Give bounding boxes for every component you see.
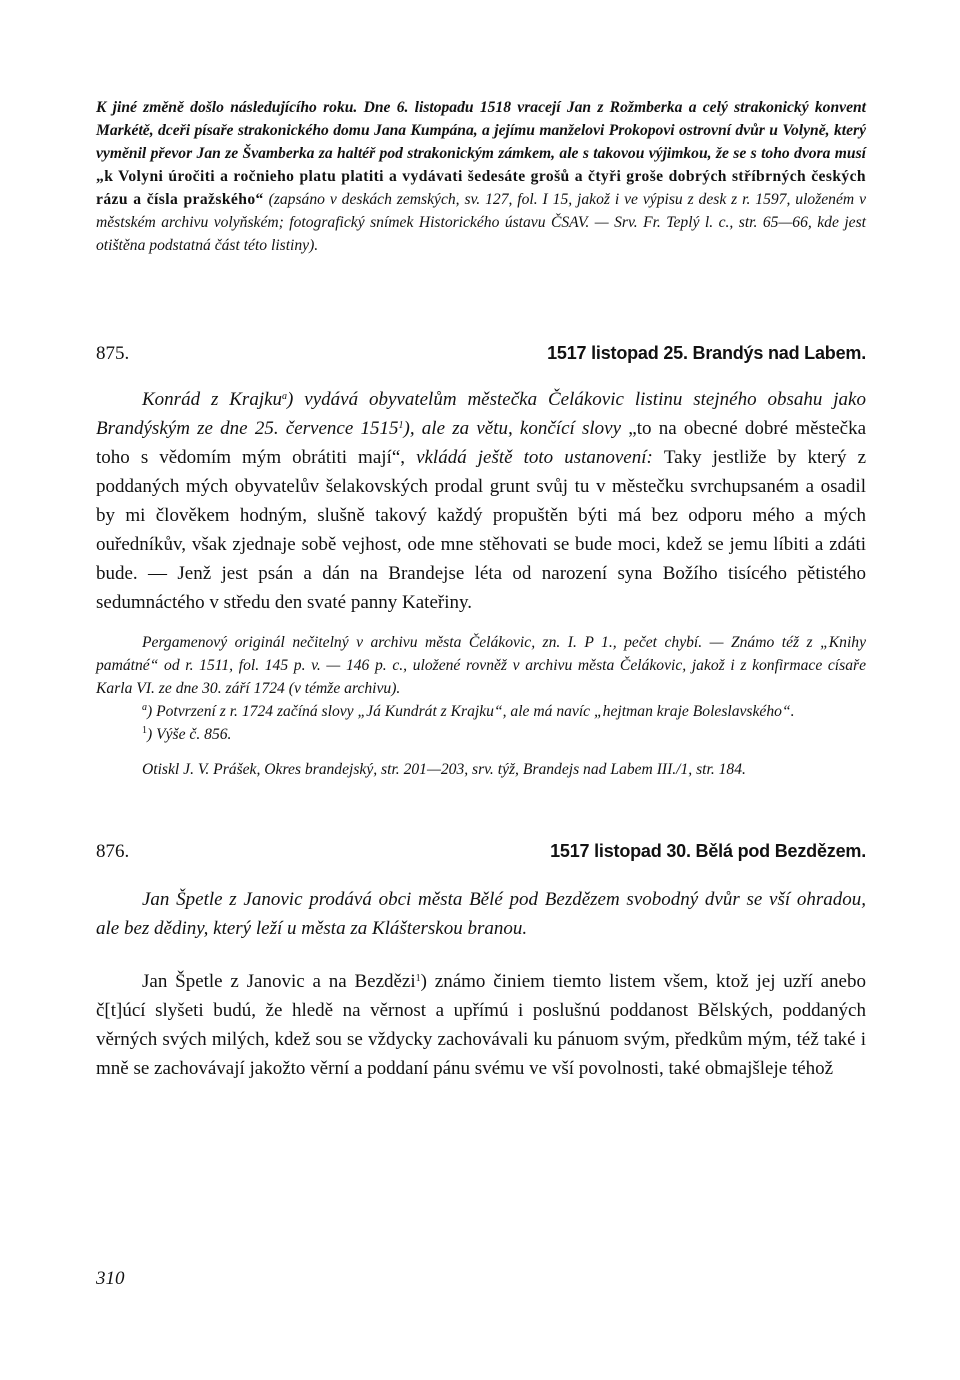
entry-875-header [96, 343, 866, 365]
entry-876-date-place: 1517 listopad 30. Bělá pod Bezdězem. [550, 841, 866, 861]
entry-875-date-place: 1517 listopad 25. Brandýs nad Labem. [547, 343, 866, 363]
footnote-1-text: ) Výše č. 856. [147, 726, 232, 743]
intro-paragraph [96, 96, 866, 257]
body-part: ) známo činiem tiemto listem všem, ktož jej uzří anebo č[t]úcí slyšeti budú, že hledě na věrnost a upřímú i poslušnú poddanost Bělských, poddaných věrných svých milých, kdež sou se vždycky zachovávali ku pánuom svým, předkům mým, též také i mně se zachovávají jakožto věrní a poddaní pánu svému ve vší povolnosti, také obmajšleje téhož [96, 971, 866, 1079]
archival-note: Pergamenový originál nečitelný v archivu města Čelákovic, zn. I. P 1., pečet chybí. — Známo též z „Knihy památné“ od r. 1511, fol. 145 p. v. — 146 p. c., uložené rovněž v archivu města Čelákovic, jakož i z konfirmace císaře Karla VI. ze dne 30. září 1724 (v témže archivu). [96, 634, 866, 697]
entry-875-body: Taky jestliže by který z poddaných mých obyvatelův šelakovských prodal grunt svůj tu v městečku svrchupsaném a osadil by mi člověkem hodným, slušně takový každý propuštěn býti má bez odporu mého a mých ouředníkův, však zjednaje sobě vejhost, ode mne stěhovati se bude moci, kdež se jemu líbiti a zdáti bude. — Jenž jest psán a dán na Brandejse léta od narození syna Božího tisícého pětistého sedumnáctého v středu den svaté panny Kateřiny. [96, 447, 867, 613]
entry-875-notes [96, 631, 866, 781]
entry-875-summary [96, 385, 866, 617]
intro-quote: „k Volyni úročiti a ročnieho platu platiti a vydávati šedesáte grošů a čtyři groše dobrých stříbrných českých rázu a čísla pražského“ [96, 168, 866, 208]
entry-876-body [96, 967, 866, 1083]
summary-part: ), ale za větu, končící slovy [403, 418, 622, 439]
entry-876-header [96, 841, 866, 863]
entry-876-summary: Jan Špetle z Janovic prodává obci města Bělé pod Bezdězem svobodný dvůr se vší ohradou, ale bez dědiny, který leží u města za Klášterskou branou. [96, 889, 866, 939]
intro-text: K jiné změně došlo následujícího roku. Dne 6. listopadu 1518 vracejí Jan z Rožmberka a celý strakonický konvent Markétě, dceři písaře strakonického domu Jana Kumpána, a jejímu manželovi Prokopovi ostrovní dvůr u Volyně, který vyměnil převor Jan ze Švamberka za haltéř pod strakonickým zámkem, ale s takovou výjimkou, že se s toho dvora musí [96, 99, 866, 162]
footnote-mark: a [142, 702, 147, 713]
summary-part: ) vydává obyvatelům městečka Čelákovic listinu stejného obsahu jako Brandýským ze dne 25. července 1515 [96, 389, 866, 439]
summary-part: vkládá ještě toto ustanovení: [416, 447, 653, 468]
footnote-a [96, 700, 866, 723]
body-part: Jan Špetle z Janovic a na Bezdězi [142, 971, 416, 992]
page-number: 310 [96, 1268, 125, 1289]
footnote-mark: 1 [398, 420, 404, 431]
summary-part: Konrád z Krajku [142, 389, 283, 410]
page-body [96, 96, 866, 1083]
footnote-mark: a [282, 391, 288, 402]
entry-875-number: 875. [96, 343, 130, 364]
footnote-a-text: ) Potvrzení z r. 1724 začíná slovy „Já Kundrát z Krajku“, ale má navíc „hejtman kraje Boleslavského“. [147, 703, 795, 720]
footnote-mark: 1 [142, 725, 147, 736]
intro-tail: (zapsáno v deskách zemských, sv. 127, fol. I 15, jakož i ve výpisu z desk z r. 1597, uloženém v městském archivu volyňském; fotografický snímek Historického ústavu ČSAV. — Srv. Fr. Teplý l. c., str. 65—66, kde jest otištěna podstatná část této listiny). [96, 191, 866, 254]
print-reference: Otiskl J. V. Prášek, Okres brandejský, str. 201—203, srv. týž, Brandejs nad Labem III./1, str. 184. [142, 761, 746, 778]
entry-876-number: 876. [96, 841, 130, 862]
footnote-1 [96, 723, 866, 746]
summary-quote: „to na obecné dobré městečka toho s vědomím mým obrátiti mají“, [96, 418, 867, 468]
footnote-mark: 1 [415, 973, 421, 984]
